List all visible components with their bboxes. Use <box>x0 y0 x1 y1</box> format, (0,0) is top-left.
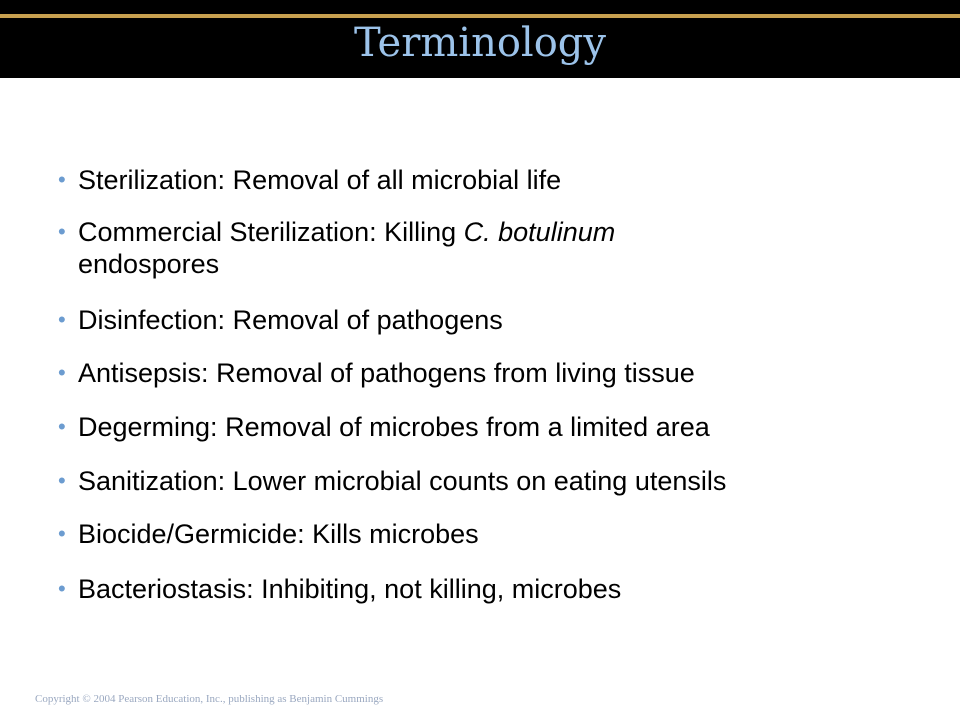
bullet-term: Degerming: <box>78 412 218 442</box>
bullet-icon: • <box>58 167 66 192</box>
bullet-text: Removal of all microbial life <box>225 165 562 195</box>
bullet-text: Removal of pathogens <box>225 305 503 335</box>
bullet-icon: • <box>58 360 66 385</box>
bullet-text: Lower microbial counts on eating utensils <box>225 466 727 496</box>
bullet-list <box>58 164 938 625</box>
bullet-icon: • <box>58 414 66 439</box>
bullet-icon: • <box>58 307 66 332</box>
bullet-icon: • <box>58 468 66 493</box>
bullet-item <box>58 465 938 518</box>
bullet-term: Antisepsis: <box>78 358 209 388</box>
bullet-icon: • <box>58 219 66 244</box>
bullet-text: Inhibiting, not killing, microbes <box>253 574 622 604</box>
bullet-icon: • <box>58 576 66 601</box>
bullet-term: Sanitization: <box>78 466 226 496</box>
bullet-item <box>58 216 938 304</box>
bullet-term: Sterilization: <box>78 165 226 195</box>
bullet-term: Disinfection: <box>78 305 226 335</box>
bullet-item <box>58 411 938 465</box>
bullet-text: Removal of microbes from a limited area <box>217 412 710 442</box>
bullet-item <box>58 357 938 411</box>
bullet-text: Kills microbes <box>304 519 479 549</box>
bullet-item <box>58 573 938 625</box>
bullet-text: Removal of pathogens from living tissue <box>208 358 695 388</box>
bullet-term: Biocide/Germicide: <box>78 519 305 549</box>
bullet-item <box>58 518 938 573</box>
bullet-italic-text: C. botulinum <box>463 217 616 247</box>
bullet-term: Commercial Sterilization: <box>78 217 377 247</box>
bullet-text-continued: endospores <box>78 249 220 279</box>
bullet-item <box>58 304 938 357</box>
bullet-text: Killing <box>376 217 464 247</box>
bullet-item <box>58 164 938 216</box>
copyright-footer: Copyright © 2004 Pearson Education, Inc., publishing as Benjamin Cummings <box>35 693 384 705</box>
slide-title: Terminology <box>353 20 606 66</box>
bullet-icon: • <box>58 521 66 546</box>
bullet-term: Bacteriostasis: <box>78 574 254 604</box>
